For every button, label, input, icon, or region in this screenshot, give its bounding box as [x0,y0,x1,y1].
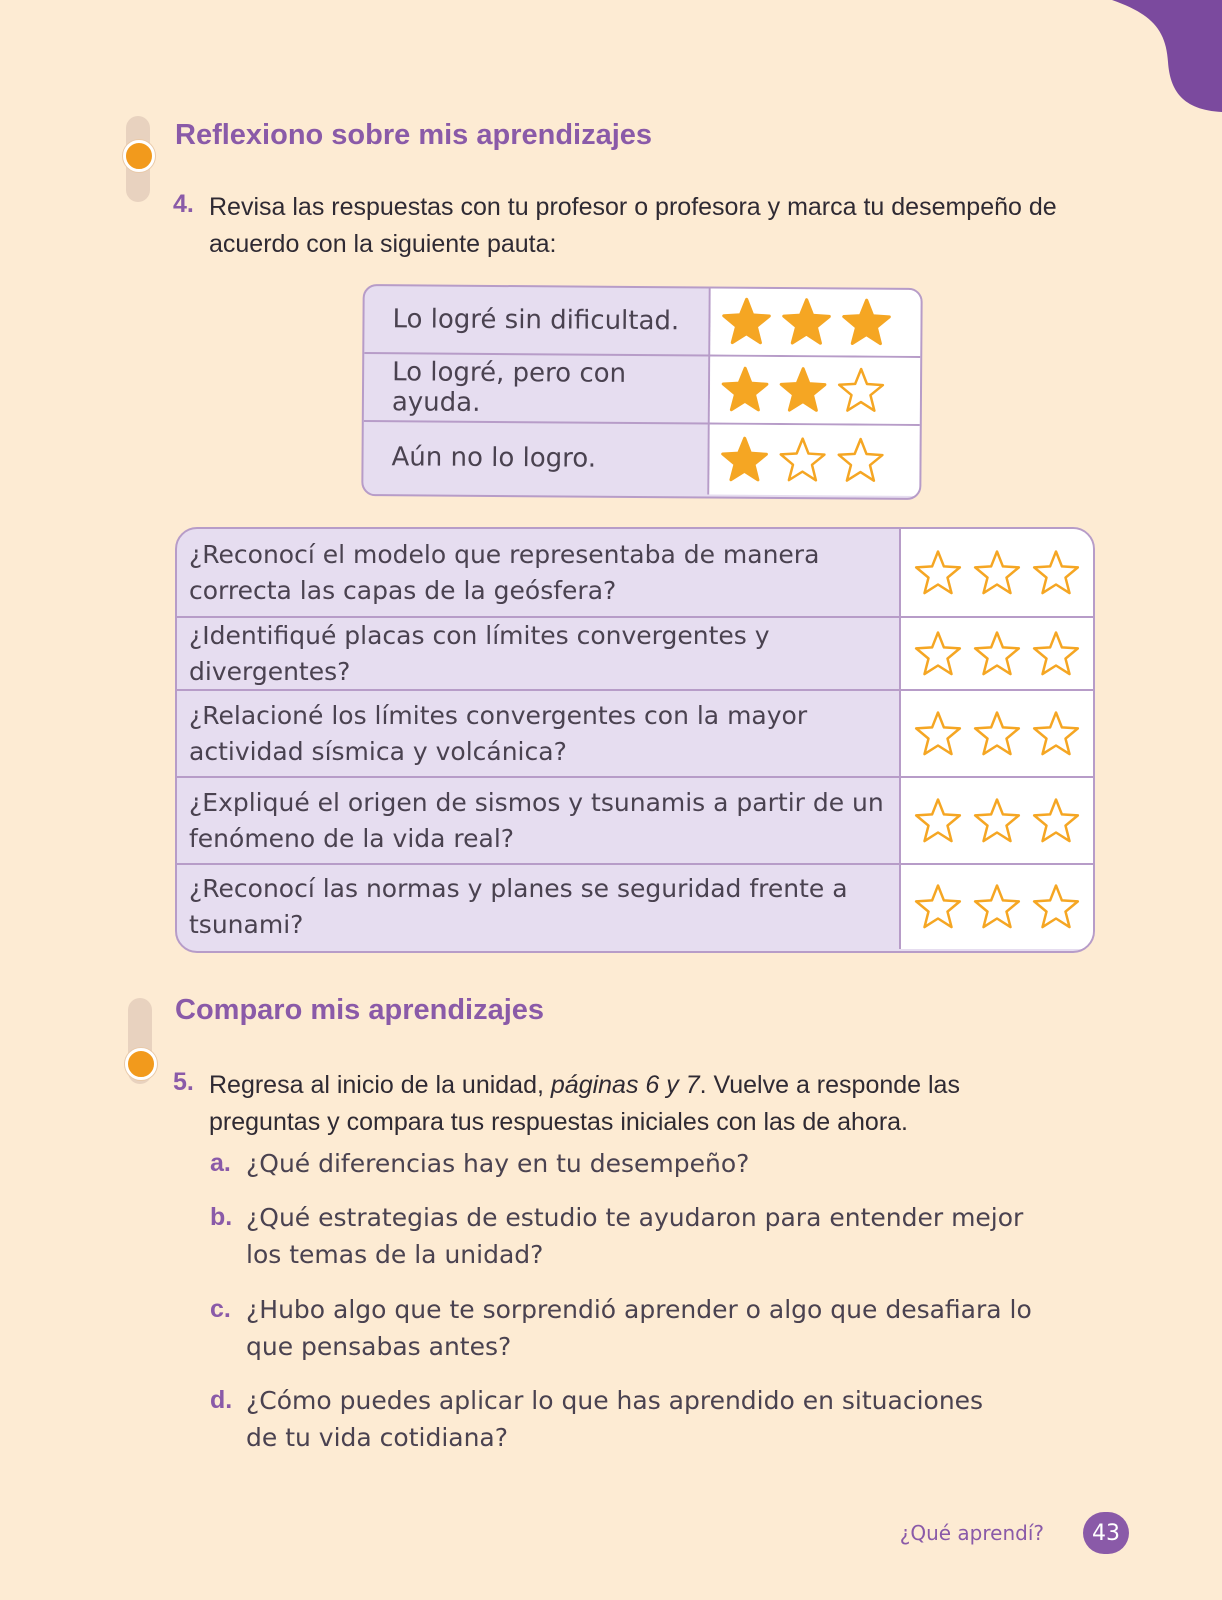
question-5-text-end: . Vuelve a responde las preguntas y compara tus respuestas iniciales con las de ahora. [209,1071,960,1136]
star-filled-icon [780,296,832,348]
sub-question-text: ¿Cómo puedes aplicar lo que has aprendido en situaciones de tu vida cotidiana? [246,1386,984,1452]
criteria-text: ¿Relacioné los límites convergentes con la mayor actividad sísmica y volcánica? [177,691,901,776]
criteria-row [177,691,1093,778]
self-assessment-table [175,527,1095,953]
sub-question-text: ¿Qué estrategias de estudio te ayudaron para entender mejor los temas de la unidad? [246,1203,1024,1269]
criteria-row [177,529,1093,618]
question-5-page-ref: páginas 6 y 7 [550,1071,700,1099]
section-title-reflexiono: Reflexiono sobre mis aprendizajes [175,119,653,151]
question-number-5: 5. [173,1068,194,1096]
star-filled-icon [720,365,770,415]
star-outline-icon[interactable] [913,882,963,932]
star-outline-icon[interactable] [1031,548,1081,598]
criteria-text: ¿Identifiqué placas con límites convergentes y divergentes? [177,618,901,689]
legend-row [364,354,920,426]
star-outline-icon[interactable] [1031,629,1081,679]
star-outline-icon [777,435,827,485]
legend-label: Aún no lo logro. [363,422,709,494]
sub-question-d [210,1382,1000,1456]
section-marker [128,998,152,1084]
legend-row [363,422,919,496]
criteria-text: ¿Expliqué el origen de sismos y tsunamis a partir de un fenómeno de la vida real? [177,778,901,863]
sub-question-letter: c. [210,1295,231,1323]
star-outline-icon[interactable] [972,882,1022,932]
legend-label: Lo logré, pero con ayuda. [364,354,710,422]
question-4-text: Revisa las respuestas con tu profesor o profesora y marca tu desempeño de acuerdo con la siguiente pauta: [209,193,1057,258]
legend-row [364,286,920,358]
page-number: 43 [1083,1512,1129,1554]
star-filled-icon [719,435,769,485]
star-outline-icon [836,365,886,415]
criteria-star-rating [901,529,1093,616]
star-outline-icon [835,435,885,485]
footer-section-label: ¿Qué aprendí? [899,1521,1044,1545]
star-filled-icon [778,365,828,415]
star-outline-icon[interactable] [1031,882,1081,932]
legend-label: Lo logré sin dificultad. [364,286,710,354]
criteria-row [177,865,1093,949]
sub-question-c [210,1291,1040,1365]
criteria-row [177,778,1093,865]
question-5-text [209,1067,1029,1141]
criteria-text: ¿Reconocí el modelo que representaba de manera correcta las capas de la geósfera? [177,529,901,616]
star-outline-icon[interactable] [913,548,963,598]
star-outline-icon[interactable] [972,629,1022,679]
star-outline-icon[interactable] [913,709,963,759]
question-5-text-start: Regresa al inicio de la unidad, [209,1071,551,1099]
sub-question-a [210,1145,1090,1182]
criteria-star-rating [901,618,1093,689]
star-outline-icon[interactable] [913,629,963,679]
star-outline-icon[interactable] [972,709,1022,759]
sub-question-letter: a. [210,1149,231,1177]
question-number-4: 4. [173,190,194,218]
corner-decoration [1112,0,1222,112]
star-outline-icon[interactable] [972,548,1022,598]
sub-question-letter: d. [210,1386,233,1414]
criteria-row [177,618,1093,691]
rating-legend-table [361,284,922,500]
sub-question-text: ¿Hubo algo que te sorprendió aprender o algo que desafiara lo que pensabas antes? [246,1295,1032,1361]
sub-question-letter: b. [210,1203,233,1231]
legend-stars [710,288,920,355]
section-marker [126,116,150,202]
section-title-comparo: Comparo mis aprendizajes [175,994,545,1026]
criteria-star-rating [901,865,1093,949]
star-outline-icon[interactable] [1031,796,1081,846]
star-outline-icon[interactable] [972,796,1022,846]
sub-question-text: ¿Qué diferencias hay en tu desempeño? [246,1149,750,1178]
criteria-text: ¿Reconocí las normas y planes se seguridad frente a tsunami? [177,865,901,949]
criteria-star-rating [901,778,1093,863]
star-outline-icon[interactable] [1031,709,1081,759]
star-filled-icon [840,296,892,348]
sub-question-b [210,1199,1060,1273]
criteria-star-rating [901,691,1093,776]
star-filled-icon [720,296,772,348]
legend-stars [709,424,919,495]
legend-stars [710,356,920,423]
star-outline-icon[interactable] [913,796,963,846]
